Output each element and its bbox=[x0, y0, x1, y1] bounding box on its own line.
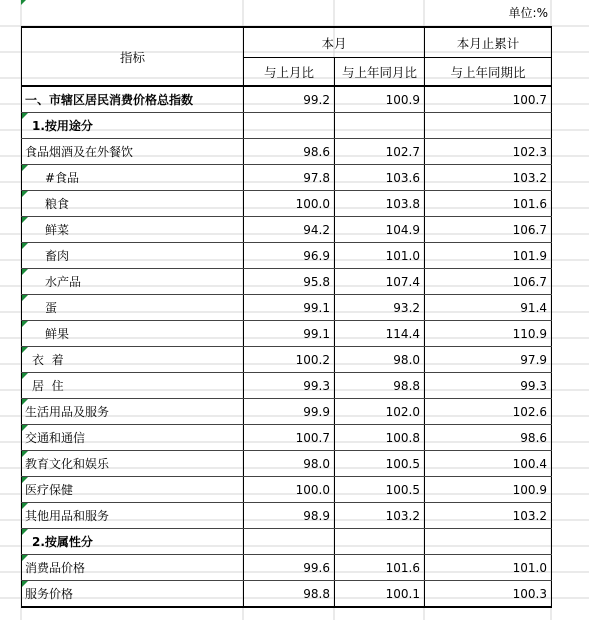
row-label: 医疗保健 bbox=[25, 483, 74, 497]
cell-comment-marker bbox=[22, 269, 28, 275]
row-label: 鲜菜 bbox=[45, 223, 70, 237]
table-row bbox=[22, 373, 552, 399]
row-label: 衣 着 bbox=[32, 353, 64, 367]
header-this-month[interactable]: 本月 bbox=[244, 27, 425, 58]
table-row bbox=[22, 347, 552, 373]
row-label-cell[interactable] bbox=[22, 347, 244, 373]
table-row bbox=[22, 295, 552, 321]
cell-comment-marker bbox=[22, 321, 28, 327]
value-vs-last-month[interactable]: 99.3 bbox=[244, 373, 335, 399]
value-vs-same-month-last-year[interactable]: 102.0 bbox=[335, 399, 425, 425]
row-label-cell[interactable] bbox=[22, 373, 244, 399]
table-row bbox=[22, 191, 552, 217]
cell-comment-marker bbox=[22, 503, 28, 509]
table-row bbox=[22, 529, 552, 555]
cell-comment-marker bbox=[22, 243, 28, 249]
value-vs-same-month-last-year[interactable]: 103.2 bbox=[335, 503, 425, 529]
value-vs-last-month[interactable]: 100.7 bbox=[244, 425, 335, 451]
value-vs-same-month-last-year[interactable]: 100.9 bbox=[335, 86, 425, 113]
cell-comment-marker bbox=[22, 191, 28, 197]
row-label-cell[interactable] bbox=[22, 503, 244, 529]
cell-comment-marker bbox=[22, 399, 28, 405]
table-row bbox=[22, 477, 552, 503]
row-label: 交通和通信 bbox=[25, 431, 86, 445]
header-vs-same-month-last-year[interactable]: 与上年同月比 bbox=[335, 58, 425, 87]
header-vs-last-month[interactable]: 与上月比 bbox=[244, 58, 335, 87]
row-label-cell[interactable] bbox=[22, 269, 244, 295]
value-vs-last-month[interactable]: 98.6 bbox=[244, 139, 335, 165]
cell-comment-marker bbox=[22, 165, 28, 171]
value-vs-same-period-last-year[interactable]: 100.7 bbox=[425, 86, 552, 113]
value-vs-last-month[interactable] bbox=[244, 529, 335, 555]
value-vs-same-period-last-year[interactable]: 100.3 bbox=[425, 581, 552, 608]
row-label-cell[interactable] bbox=[22, 321, 244, 347]
row-label-cell[interactable] bbox=[22, 86, 244, 113]
row-label: 鲜果 bbox=[45, 327, 70, 341]
value-vs-same-month-last-year[interactable]: 98.8 bbox=[335, 373, 425, 399]
value-vs-same-month-last-year[interactable]: 114.4 bbox=[335, 321, 425, 347]
value-vs-same-period-last-year[interactable]: 103.2 bbox=[425, 165, 552, 191]
value-vs-same-month-last-year[interactable]: 98.0 bbox=[335, 347, 425, 373]
row-label: 水产品 bbox=[45, 275, 82, 289]
cell-comment-marker bbox=[22, 581, 28, 587]
value-vs-same-period-last-year[interactable] bbox=[425, 529, 552, 555]
value-vs-last-month[interactable]: 98.9 bbox=[244, 503, 335, 529]
value-vs-last-month[interactable]: 100.0 bbox=[244, 191, 335, 217]
value-vs-same-month-last-year[interactable]: 100.8 bbox=[335, 425, 425, 451]
table-row bbox=[22, 555, 552, 581]
row-label-cell[interactable] bbox=[22, 217, 244, 243]
row-label: #食品 bbox=[45, 171, 80, 185]
value-vs-same-period-last-year[interactable]: 91.4 bbox=[425, 295, 552, 321]
value-vs-same-month-last-year[interactable]: 93.2 bbox=[335, 295, 425, 321]
row-label: 蛋 bbox=[45, 301, 58, 315]
cell-comment-marker bbox=[22, 373, 28, 379]
value-vs-last-month[interactable]: 94.2 bbox=[244, 217, 335, 243]
value-vs-last-month[interactable] bbox=[244, 113, 335, 139]
value-vs-last-month[interactable]: 95.8 bbox=[244, 269, 335, 295]
row-label-cell[interactable] bbox=[22, 451, 244, 477]
value-vs-same-month-last-year[interactable]: 101.0 bbox=[335, 243, 425, 269]
value-vs-same-month-last-year[interactable]: 103.6 bbox=[335, 165, 425, 191]
row-label: 消费品价格 bbox=[25, 561, 86, 575]
value-vs-last-month[interactable]: 97.8 bbox=[244, 165, 335, 191]
table-row bbox=[22, 581, 552, 608]
unit-label: 单位:% bbox=[508, 6, 548, 20]
header-vs-same-period-last-year[interactable]: 与上年同期比 bbox=[425, 58, 552, 87]
row-label: 其他用品和服务 bbox=[25, 509, 110, 523]
table-row bbox=[22, 425, 552, 451]
cell-comment-marker bbox=[22, 347, 28, 353]
row-label-cell[interactable] bbox=[22, 581, 244, 608]
value-vs-last-month[interactable]: 100.2 bbox=[244, 347, 335, 373]
row-label-cell[interactable] bbox=[22, 243, 244, 269]
value-vs-same-month-last-year[interactable]: 100.1 bbox=[335, 581, 425, 608]
table-row bbox=[22, 165, 552, 191]
value-vs-same-period-last-year[interactable]: 102.3 bbox=[425, 139, 552, 165]
value-vs-last-month[interactable]: 96.9 bbox=[244, 243, 335, 269]
cell-comment-marker bbox=[22, 477, 28, 483]
value-vs-last-month[interactable]: 99.2 bbox=[244, 86, 335, 113]
row-label: 一、市辖区居民消费价格总指数 bbox=[25, 93, 194, 107]
value-vs-last-month[interactable]: 98.0 bbox=[244, 451, 335, 477]
row-label-cell[interactable] bbox=[22, 529, 244, 555]
value-vs-same-month-last-year[interactable]: 100.5 bbox=[335, 477, 425, 503]
row-label-cell[interactable] bbox=[22, 425, 244, 451]
row-label-cell[interactable] bbox=[22, 113, 244, 139]
value-vs-last-month[interactable]: 99.6 bbox=[244, 555, 335, 581]
value-vs-same-month-last-year[interactable]: 104.9 bbox=[335, 217, 425, 243]
value-vs-same-period-last-year[interactable]: 102.6 bbox=[425, 399, 552, 425]
value-vs-same-period-last-year[interactable] bbox=[425, 113, 552, 139]
value-vs-same-period-last-year[interactable]: 106.7 bbox=[425, 217, 552, 243]
row-label: 食品烟酒及在外餐饮 bbox=[25, 145, 134, 159]
cell-comment-marker bbox=[22, 295, 28, 301]
cell-comment-marker bbox=[22, 555, 28, 561]
value-vs-same-period-last-year[interactable]: 101.6 bbox=[425, 191, 552, 217]
value-vs-last-month[interactable]: 99.9 bbox=[244, 399, 335, 425]
table-row bbox=[22, 243, 552, 269]
value-vs-last-month[interactable]: 99.1 bbox=[244, 295, 335, 321]
row-label: 粮食 bbox=[45, 197, 70, 211]
value-vs-same-month-last-year[interactable]: 103.8 bbox=[335, 191, 425, 217]
cell-comment-marker bbox=[22, 113, 28, 119]
row-label-cell[interactable] bbox=[22, 399, 244, 425]
row-label-cell[interactable] bbox=[22, 295, 244, 321]
table-row bbox=[22, 451, 552, 477]
value-vs-same-period-last-year[interactable]: 110.9 bbox=[425, 321, 552, 347]
value-vs-same-period-last-year[interactable]: 100.9 bbox=[425, 477, 552, 503]
cell-comment-marker bbox=[22, 217, 28, 223]
table-row bbox=[22, 321, 552, 347]
table-row bbox=[22, 86, 552, 113]
header-cumulative[interactable]: 本月止累计 bbox=[425, 27, 552, 58]
value-vs-same-period-last-year[interactable]: 106.7 bbox=[425, 269, 552, 295]
table-row bbox=[22, 269, 552, 295]
row-label: 居 住 bbox=[32, 379, 64, 393]
row-label: 生活用品及服务 bbox=[25, 405, 110, 419]
table-row bbox=[22, 503, 552, 529]
value-vs-last-month[interactable]: 98.8 bbox=[244, 581, 335, 608]
header-indicator[interactable]: 指标 bbox=[22, 27, 244, 86]
value-vs-same-month-last-year[interactable]: 101.6 bbox=[335, 555, 425, 581]
value-vs-same-month-last-year[interactable]: 107.4 bbox=[335, 269, 425, 295]
value-vs-same-month-last-year[interactable] bbox=[335, 113, 425, 139]
table-row bbox=[22, 217, 552, 243]
value-vs-same-period-last-year[interactable]: 98.6 bbox=[425, 425, 552, 451]
table-body bbox=[22, 86, 552, 607]
row-label: 2.按属性分 bbox=[32, 535, 93, 549]
value-vs-same-period-last-year[interactable]: 99.3 bbox=[425, 373, 552, 399]
row-label-cell[interactable] bbox=[22, 191, 244, 217]
row-label: 服务价格 bbox=[25, 587, 74, 601]
row-label-cell[interactable] bbox=[22, 555, 244, 581]
row-label: 教育文化和娱乐 bbox=[25, 457, 110, 471]
value-vs-same-month-last-year[interactable]: 102.7 bbox=[335, 139, 425, 165]
value-vs-same-period-last-year[interactable]: 101.0 bbox=[425, 555, 552, 581]
value-vs-last-month[interactable]: 100.0 bbox=[244, 477, 335, 503]
value-vs-same-period-last-year[interactable]: 103.2 bbox=[425, 503, 552, 529]
value-vs-last-month[interactable]: 99.1 bbox=[244, 321, 335, 347]
row-label: 1.按用途分 bbox=[32, 119, 93, 133]
cell-comment-marker bbox=[22, 451, 28, 457]
table-row bbox=[22, 399, 552, 425]
cpi-table bbox=[21, 26, 552, 608]
cell-comment-marker bbox=[21, 0, 26, 5]
table-row bbox=[22, 113, 552, 139]
row-label: 畜肉 bbox=[45, 249, 70, 263]
row-label-cell[interactable] bbox=[22, 165, 244, 191]
row-label-cell[interactable] bbox=[22, 477, 244, 503]
value-vs-same-month-last-year[interactable]: 100.5 bbox=[335, 451, 425, 477]
value-vs-same-period-last-year[interactable]: 101.9 bbox=[425, 243, 552, 269]
cell-comment-marker bbox=[22, 425, 28, 431]
value-vs-same-period-last-year[interactable]: 100.4 bbox=[425, 451, 552, 477]
table-row bbox=[22, 139, 552, 165]
value-vs-same-period-last-year[interactable]: 97.9 bbox=[425, 347, 552, 373]
cell-comment-marker bbox=[22, 529, 28, 535]
row-label-cell[interactable] bbox=[22, 139, 244, 165]
value-vs-same-month-last-year[interactable] bbox=[335, 529, 425, 555]
